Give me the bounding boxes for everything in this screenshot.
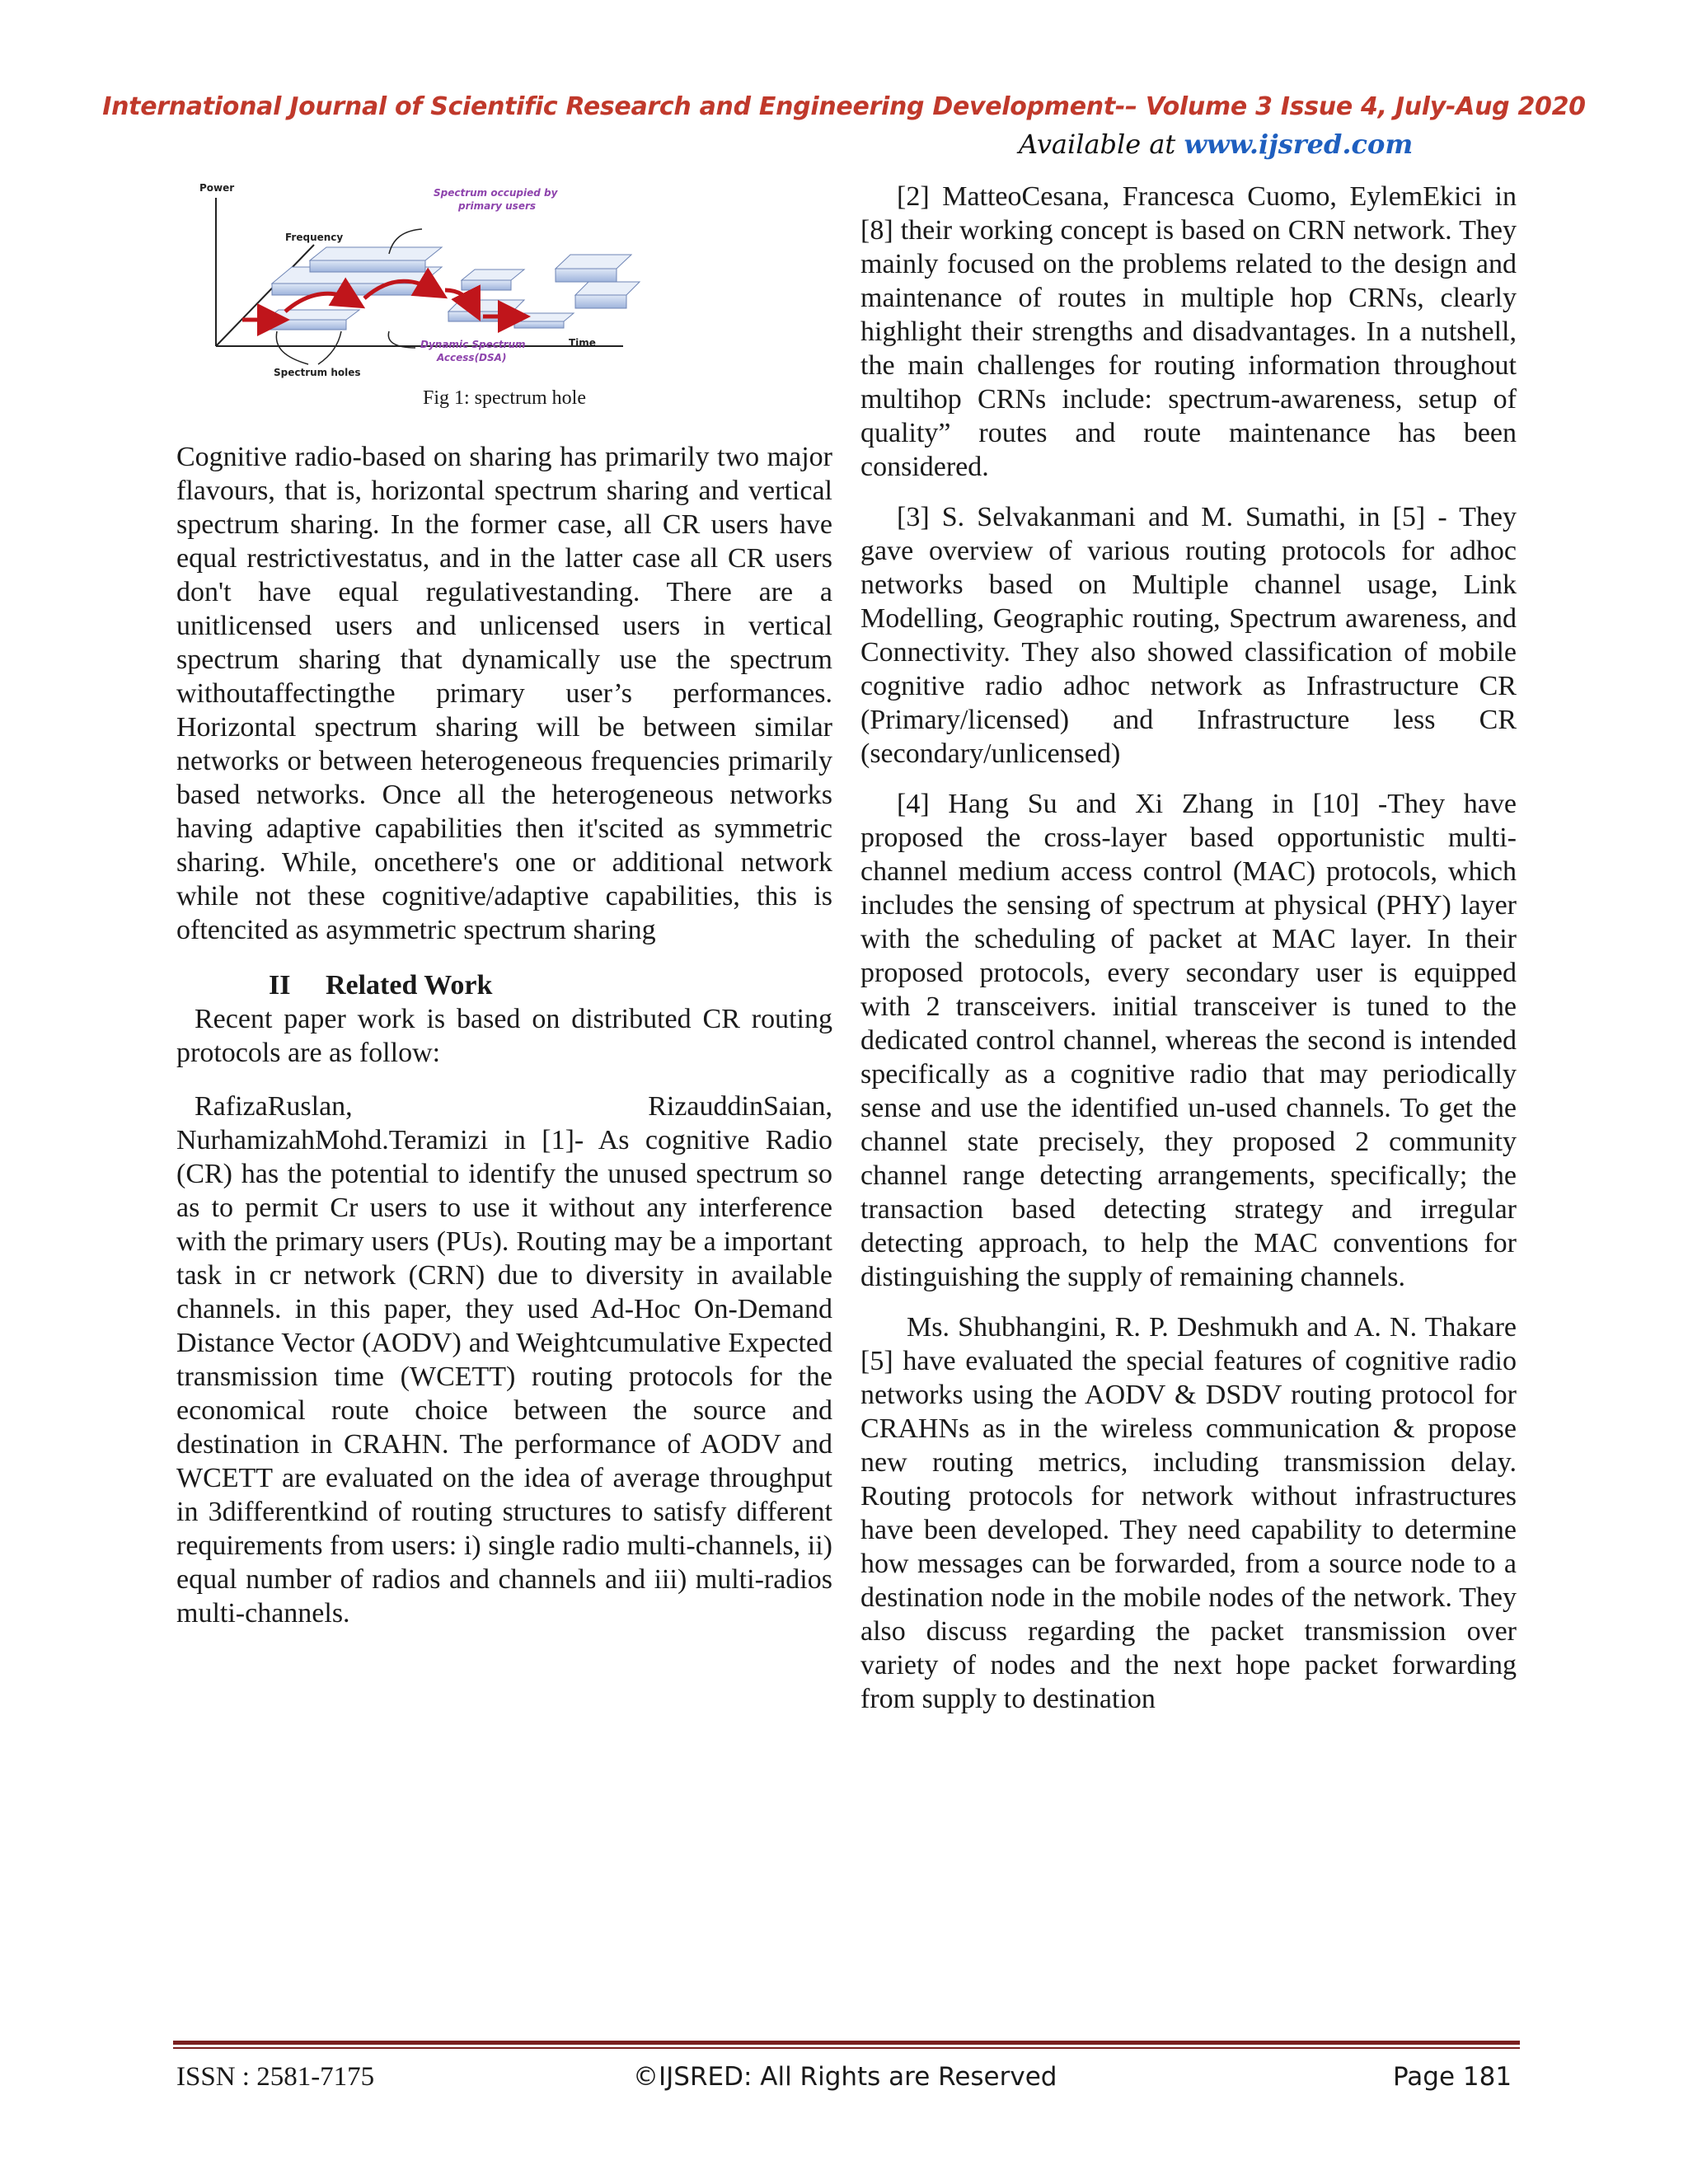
available-at	[1019, 129, 1413, 160]
available-prefix: Available at	[1019, 129, 1184, 160]
left-para-ref1: RafizaRuslan, RizauddinSaian, NurhamizahMohd.Teramizi in [1]- As cognitive Radio (CR) has the potential to identify the unused spectrum so as to permit Cr users to use it without any interference with the primary users (PUs). Routing may be a important task in cr network (CRN) due to diversity in available channels. in this paper, they used Ad-Hoc On-Demand Distance Vector (AODV) and Weightcumulative Expected transmission time (WCETT) routing protocols for the economical route choice between the source and destination in CRAHN. The performance of AODV and WCETT are evaluated on the idea of average throughput in 3differentkind of routing structures to satisfy different requirements from users: i) single radio multi-channels, ii) equal number of radios and channels and iii) multi-radios multi-channels.	[176, 1091, 832, 1629]
right-para-ref2: [2] MatteoCesana, Francesca Cuomo, EylemEkici in [8] their working concept is based on CRN network. They mainly focused on the problems related to the design and maintenance of routes in multiple hop CRNs, clearly highlight their strengths and disadvantages. In a nutshell, the main challenges for routing information throughout multihop CRNs include: spectrum-awareness, setup of quality” routes and route maintenance has been considered.	[860, 181, 1517, 482]
left-para-intro: Recent paper work is based on distributed CR routing protocols are as follow:	[176, 1004, 832, 1068]
footer-issn: ISSN : 2581-7175	[176, 2062, 375, 2092]
frequency-label: Frequency	[285, 232, 344, 243]
section-heading	[176, 968, 832, 1002]
footer-rule-thick	[173, 2041, 1520, 2045]
section-number: II	[269, 970, 291, 1001]
primary-user-blocks	[265, 247, 640, 330]
power-label: Power	[199, 182, 235, 194]
occupied-label-line1: Spectrum occupied by	[434, 187, 558, 199]
section-title: Related Work	[325, 970, 493, 1001]
footer-page-number: Page 181	[1393, 2062, 1512, 2092]
left-column	[176, 440, 832, 1630]
left-para-sharing: Cognitive radio-based on sharing has primarily two major flavours, that is, horizontal spectrum sharing and vertical spectrum sharing. In the former case, all CR users have equal restrictivestatus, and in the latter case all CR users don't have equal regulativestanding. There are a unitlicensed users and unlicensed users in vertical spectrum sharing that dynamically use the spectrum withoutaffectingthe primary user’s performances. Horizontal spectrum sharing will be between similar networks or between heterogeneous frequencies primarily based networks. Once all the heterogeneous networks having adaptive capabilities then it'scited as symmetric sharing. While, oncethere's one or additional network while not these cognitive/adaptive capabilities, this is oftencited as asymmetric spectrum sharing	[176, 442, 832, 945]
holes-label: Spectrum holes	[274, 367, 361, 378]
figure-caption: Fig 1: spectrum hole	[423, 387, 586, 409]
dsa-label-line1: Dynamic Spectrum	[420, 339, 526, 350]
right-para-ref5: Ms. Shubhangini, R. P. Deshmukh and A. N. Thakare [5] have evaluated the special features of cognitive radio networks using the AODV & DSDV routing protocol for CRAHNs as in the wireless communication & propose new routing metrics, including transmission delay. Routing protocols for network without infrastructures have been developed. They need capability to determine how messages can be forwarded, from a source node to a destination node in the mobile nodes of the network. They also discuss regarding the packet transmission over variety of nodes and the next hope packet forwarding from supply to destination	[860, 1312, 1517, 1714]
occupied-label-line2: primary users	[458, 200, 537, 212]
dsa-label-line2: Access(DSA)	[437, 352, 507, 363]
right-para-ref4: [4] Hang Su and Xi Zhang in [10] -They have proposed the cross-layer based opportunistic multi-channel medium access control (MAC) protocols, which includes the sensing of spectrum at physical (PHY) layer with the scheduling of packet at MAC layer. In their proposed protocols, every secondary user is equipped with 2 transceivers. initial transceiver is tuned to the dedicated control channel, whereas the second is intended specifically as a cognitive radio that may periodically sense and use the identified un-used channels. To get the channel state precisely, they proposed 2 community channel range detecting arrangements, specifically; the transaction based detecting strategy and irregular detecting approach, to help the MAC conventions for distinguishing the supply of remaining channels.	[860, 789, 1517, 1292]
spectrum-hole-figure	[195, 175, 673, 384]
journal-url-link[interactable]: www.ijsred.com	[1184, 129, 1414, 160]
right-para-ref3: [3] S. Selvakanmani and M. Sumathi, in [5] - They gave overview of various routing protocols for adhoc networks based on Multiple channel usage, Link Modelling, Geographic routing, Spectrum awareness, and Connectivity. They also showed classification of mobile cognitive radio adhoc network as Infrastructure CR (Primary/licensed) and Infrastructure less CR (secondary/unlicensed)	[860, 502, 1517, 769]
footer-copyright: ©IJSRED: All Rights are Reserved	[633, 2062, 1057, 2092]
journal-header: International Journal of Scientific Research and Engineering Development-– Volume 3 Issue 4, July-Aug 2020	[102, 92, 1586, 121]
right-column	[860, 180, 1517, 1716]
footer-rule-thin	[173, 2047, 1520, 2049]
time-label: Time	[569, 337, 596, 349]
